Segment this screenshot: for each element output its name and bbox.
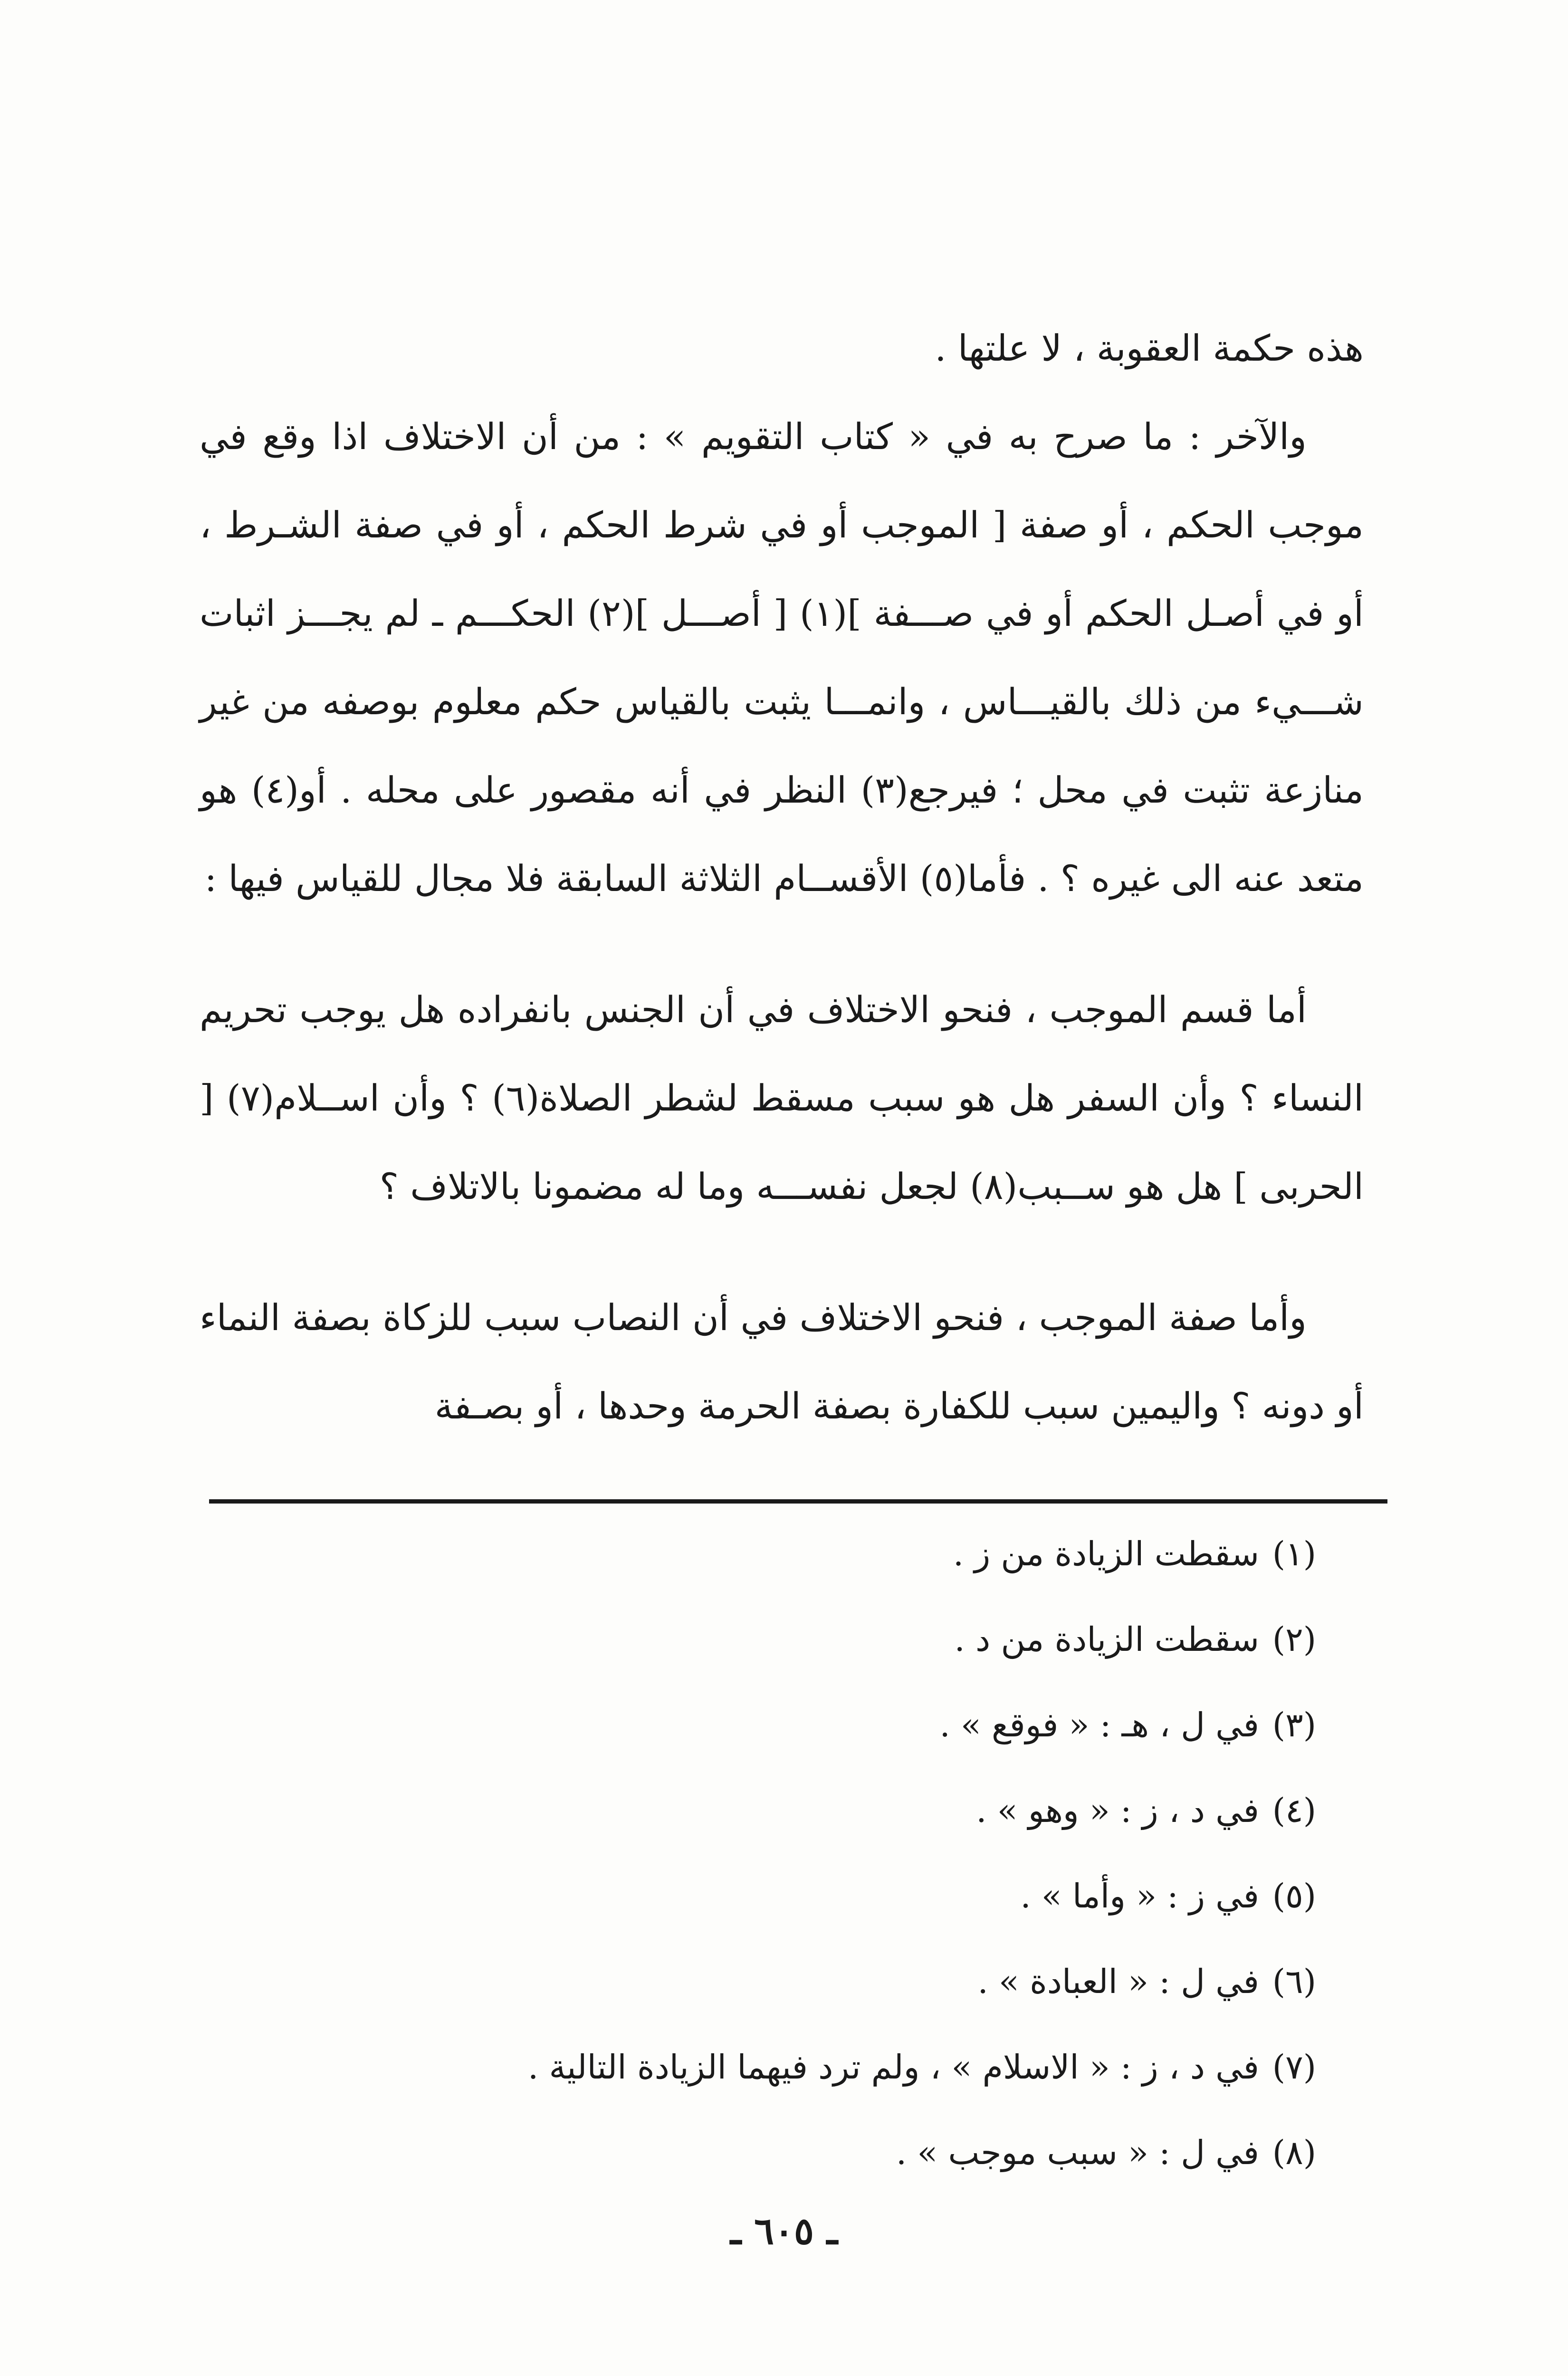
paragraph-2: والآخر : ما صرح به في « كتاب التقويم » : من أن الاختلاف اذا وقع في موجب الحكم ، أو صفة [ الموجب أو في شرط الحكم ، أو في صفة الشـرط ، أو في أصـل الحكم أو في صـــفة ](١) [ أصـــل ](٢) الحكـــم ـ لم يجـــز اثبات شـــيء من ذلك بالقيـــاس ، وانمـــا يثبت بالقياس حكم معلوم بوصفه من غير منازعة تثبت في محل ؛ فيرجع(٣) النظر في أنه مقصور على محله . أو(٤) هو متعد عنه الى غيره ؟ . فأما(٥) الأقســام الثلاثة السابقة فلا مجال للقياس فيها : [200,415,1364,900]
footnote-number: (٥) [1272,1877,1316,1916]
footnote-number: (٨) [1272,2133,1316,2172]
footnote-text: سقطت الزيادة من ز . [953,1534,1259,1573]
footnote-5 [271,1853,1316,1939]
footnote-3 [271,1682,1316,1768]
footnote-text: في د ، ز : « الاسلام » ، ولم ترد فيهما الزيادة التالية . [527,2048,1259,2087]
paragraph-1: هذه حكمة العقوبة ، لا علتها . [935,327,1364,369]
footnote-text: في د ، ز : « وهو » . [976,1791,1259,1830]
footnote-2 [271,1597,1316,1682]
footnote-8 [271,2110,1316,2195]
footnote-1 [271,1511,1316,1597]
footnote-text: سقطت الزيادة من د . [954,1620,1259,1659]
footnote-divider [209,1499,1387,1504]
paragraph-3: أما قسم الموجب ، فنحو الاختلاف في أن الجنس بانفراده هل يوجب تحريم النساء ؟ وأن السفر هل هو سبب مسقط لشطر الصلاة(٦) ؟ وأن اســلام(٧) [ الحربى ] هل هو ســبب(٨) لجعل نفســـه وما له مضمونا بالاتلاف ؟ [200,988,1364,1207]
footnote-number: (٢) [1272,1620,1316,1659]
footnote-7 [271,2024,1316,2110]
footnotes-list [271,1511,1316,2195]
footnote-4 [271,1768,1316,1853]
paragraph-4: وأما صفة الموجب ، فنحو الاختلاف في أن النصاب سبب للزكاة بصفة النماء أو دونه ؟ واليمين سبب للكفارة بصفة الحرمة وحدها ، أو بصـفة [200,1296,1364,1427]
footnote-6 [271,1939,1316,2024]
footnote-text: في ل : « سبب موجب » . [896,2133,1259,2172]
page-number: ـ ٦٠٥ ـ [730,2210,838,2253]
footnote-number: (١) [1272,1534,1316,1573]
footnote-number: (٦) [1272,1962,1316,2001]
footnote-text: في ل : « العبادة » . [977,1962,1259,2001]
footnote-number: (٧) [1272,2048,1316,2087]
footnote-number: (٤) [1272,1791,1316,1830]
footnote-text: في ز : « وأما » . [1020,1877,1259,1916]
footnote-text: في ل ، هـ : « فوقع » . [939,1705,1259,1744]
footnote-number: (٣) [1272,1705,1316,1744]
main-text [200,304,1364,1450]
